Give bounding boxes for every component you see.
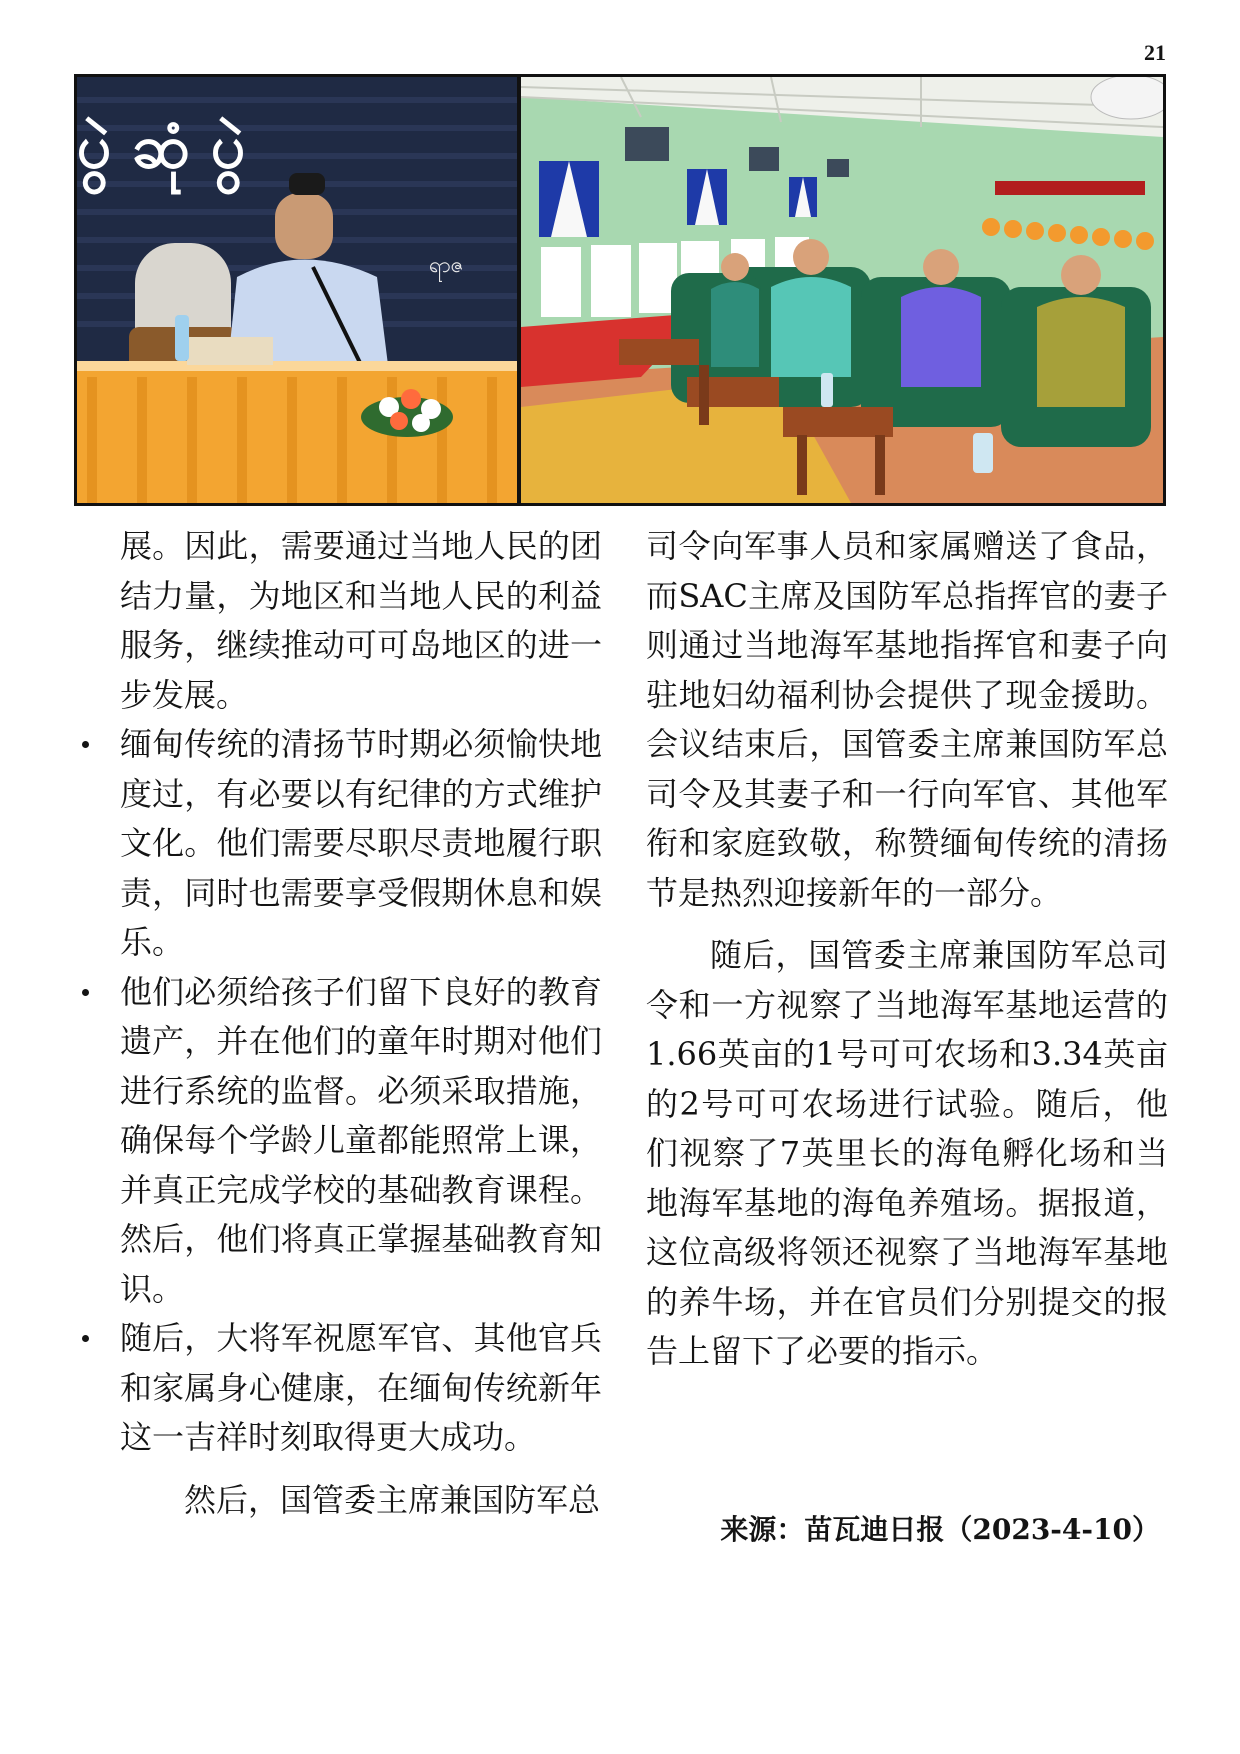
bullet-list (120, 720, 602, 1463)
photo-strip (74, 74, 1166, 506)
audience-photo (521, 77, 1163, 503)
banner-text: ပွဲ ဆုံ ပွဲ (77, 112, 246, 182)
paragraph: 司令向军事人员和家属赠送了食品，而SAC主席及国防军总指挥官的妻子则通过当地海军基地指挥官和妻子向驻地妇幼福利协会提供了现金援助。会议结束后，国管委主席兼国防军总司令及其妻子和一行向军官、其他军衔和家庭致敬，称赞缅甸传统的清扬节是热烈迎接新年的一部分。 (646, 527, 1168, 912)
intro-paragraph: 展。因此，需要通过当地人民的团结力量，为地区和当地人民的利益服务，继续推动可可岛地区的进一步发展。 (120, 527, 602, 714)
bullet-item (120, 720, 602, 968)
audience-photo-illustration (521, 77, 1163, 503)
banner-side-text: ရာဇ (429, 253, 464, 278)
bullet-dot-icon (82, 741, 89, 748)
source-credit: 来源：苗瓦迪日报（2023-4-10） (720, 1513, 1160, 1546)
bullet-text: 随后，大将军祝愿军官、其他官兵和家属身心健康，在缅甸传统新年这一吉祥时刻取得更大成功。 (120, 1319, 602, 1456)
paragraph: 随后，国管委主席兼国防军总司令和一方视察了当地海军基地运营的1.66英亩的1号可可农场和3.34英亩的2号可可农场进行试验。随后，他们视察了7英里长的海龟孵化场和当地海军基地的海龟养殖场。据报道，这位高级将领还视察了当地海军基地的养牛场，并在官员们分别提交的报告上留下了必要的指示。 (646, 936, 1168, 1370)
page-number: 21 (1144, 40, 1166, 65)
bullet-item (120, 1314, 602, 1463)
bullet-text: 他们必须给孩子们留下良好的教育遗产，并在他们的童年时期对他们进行系统的监督。必须采取措施，确保每个学龄儿童都能照常上课，并真正完成学校的基础教育课程。然后，他们将真正掌握基础教育知识。 (120, 972, 602, 1308)
speaker-photo-illustration (77, 77, 517, 503)
bullet-item (120, 968, 602, 1315)
speaker-photo (77, 77, 517, 503)
bullet-dot-icon (82, 989, 89, 996)
closing-paragraph: 然后，国管委主席兼国防军总 (184, 1480, 601, 1519)
bullet-dot-icon (82, 1335, 89, 1342)
right-column (646, 522, 1168, 1377)
bullet-text: 缅甸传统的清扬节时期必须愉快地度过，有必要以有纪律的方式维护文化。他们需要尽职尽责地履行职责，同时也需要享受假期休息和娱乐。 (120, 725, 602, 961)
left-column (120, 522, 602, 1525)
